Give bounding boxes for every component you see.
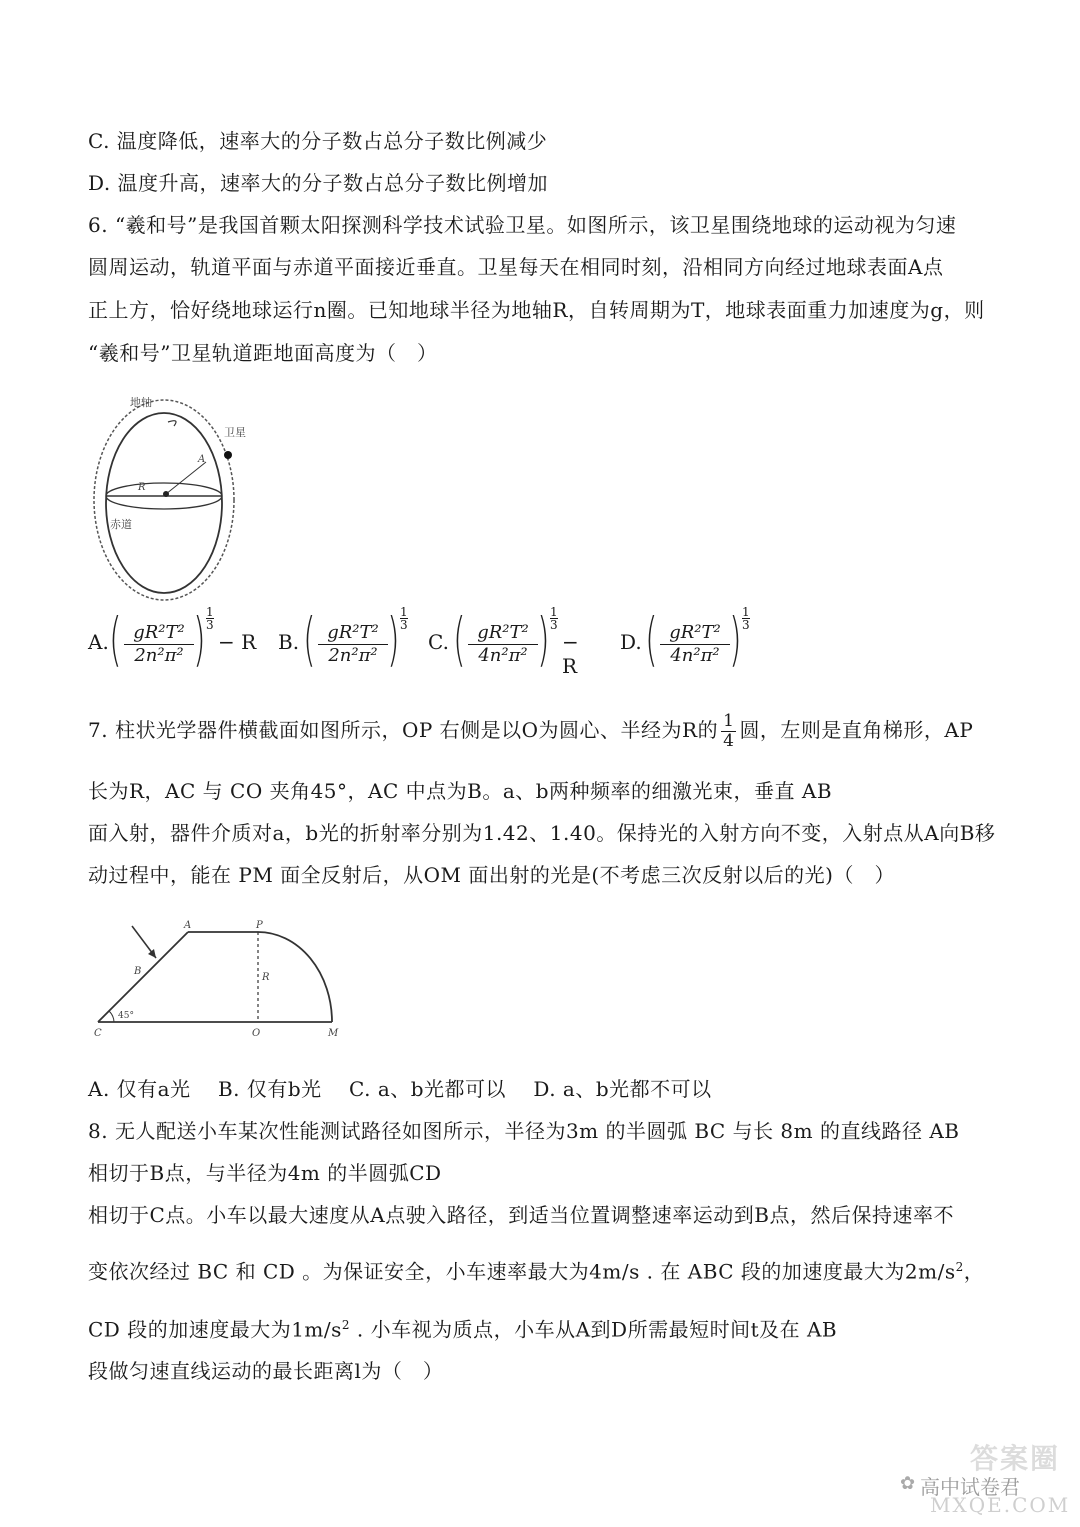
angle-label: 45°: [118, 1011, 134, 1021]
q8-text-line3: 相切于C点。小车以最大速度从A点驶入路径，到适当位置调整速率运动到B点，然后保持速率不: [88, 1203, 954, 1227]
q6-text-line1: 6. “羲和号”是我国首颗太阳探测科学技术试验卫星。如图所示，该卫星围绕地球的运动视为匀速: [88, 213, 957, 237]
point-c-label: C: [94, 1028, 102, 1038]
q7-text-line3: 面入射，器件介质对a，b光的折射率分别为1.42、1.40。保持光的入射方向不变，入射点从A向B移: [88, 821, 996, 845]
option-d-q5: D. 温度升高，速率大的分子数占总分子数比例增加: [88, 171, 549, 195]
q8-text-line4: 变依次经过 BC 和 CD 。为保证安全，小车速率最大为4m/s . 在 ABC 段的加速度最大为$2m/s^2$，: [88, 1259, 985, 1284]
optical-device-figure: [88, 912, 348, 1038]
watermark-logo: 答案圈 高中试卷君 MXQE.COM ✿: [900, 1442, 1071, 1517]
satellite-label: 卫星: [224, 426, 246, 439]
point-a-label: A: [198, 454, 206, 465]
earth-satellite-figure: [88, 388, 258, 618]
quarter-fraction: $\frac{1}{4}$: [723, 711, 735, 751]
point-m-label: M: [328, 1028, 339, 1038]
radius-label: R: [138, 482, 146, 493]
q7-text-line1: 7. 柱状光学器件横截面如图所示，OP 右侧是以O为圆心、半经为R的 $\frac{1}{4}$ 圆，左则是直角梯形，AP: [88, 711, 974, 751]
option-b-q6: B. ( $\frac{\text{gR²T²}}{\text{2n²π²}}$ ) 1 3: [278, 605, 408, 673]
q6-text-line3: 正上方，恰好绕地球运行n圈。已知地球半径为地轴R，自转周期为T，地球表面重力加速度为g，则: [88, 298, 985, 322]
option-d-q6: D. ( $\frac{\text{gR²T²}}{\text{4n²π²}}$ ) 1 3: [620, 605, 750, 673]
q7-text-line4: 动过程中，能在 PM 面全反射后，从OM 面出射的光是(不考虑三次反射以后的光)（ ）: [88, 863, 895, 887]
q6-text-line4: “羲和号”卫星轨道距地面高度为（ ）: [88, 341, 438, 365]
option-c-q5: C. 温度降低，速率大的分子数占总分子数比例减少: [88, 129, 548, 153]
q7-text-line2: 长为R，AC 与 CO 夹角45°，AC 中点为B。a、b两种频率的细激光束，垂直 AB: [88, 779, 833, 803]
point-p-label: P: [256, 920, 263, 931]
q7-options: A. 仅有a光 B. 仅有b光 C. a、b光都可以 D. a、b光都不可以: [88, 1077, 712, 1101]
option-a-q6: A. ( $\frac{\text{gR²T²}}{\text{2n²π²}}$ ) 1 3 − R: [88, 605, 257, 673]
point-a-label: A: [184, 920, 192, 931]
wechat-icon: ✿: [900, 1473, 916, 1494]
equator-label: 赤道: [110, 518, 132, 531]
q8-text-line2: 相切于B点，与半径为4m 的半圆弧CD: [88, 1161, 442, 1185]
point-o-label: O: [252, 1028, 261, 1038]
option-c-q6: C. ( $\frac{\text{gR²T²}}{\text{4n²π²}}$ ) 1 3 − R: [428, 605, 579, 678]
axis-label: 地轴: [130, 396, 152, 409]
q8-text-line5: CD 段的加速度最大为$1m/s^2$ . 小车视为质点，小车从A到D所需最短时间t及在 AB: [88, 1317, 838, 1342]
q8-text-line6: 段做匀速直线运动的最长距离l为（ ）: [88, 1359, 444, 1383]
q8-text-line1: 8. 无人配送小车某次性能测试路径如图所示，半径为3m 的半圆弧 BC 与长 8m 的直线路径 AB: [88, 1119, 960, 1143]
q6-text-line2: 圆周运动，轨道平面与赤道平面接近垂直。卫星每天在相同时刻，沿相同方向经过地球表面A点: [88, 255, 944, 279]
radius-r-label: R: [262, 972, 270, 983]
point-b-label: B: [134, 966, 142, 977]
